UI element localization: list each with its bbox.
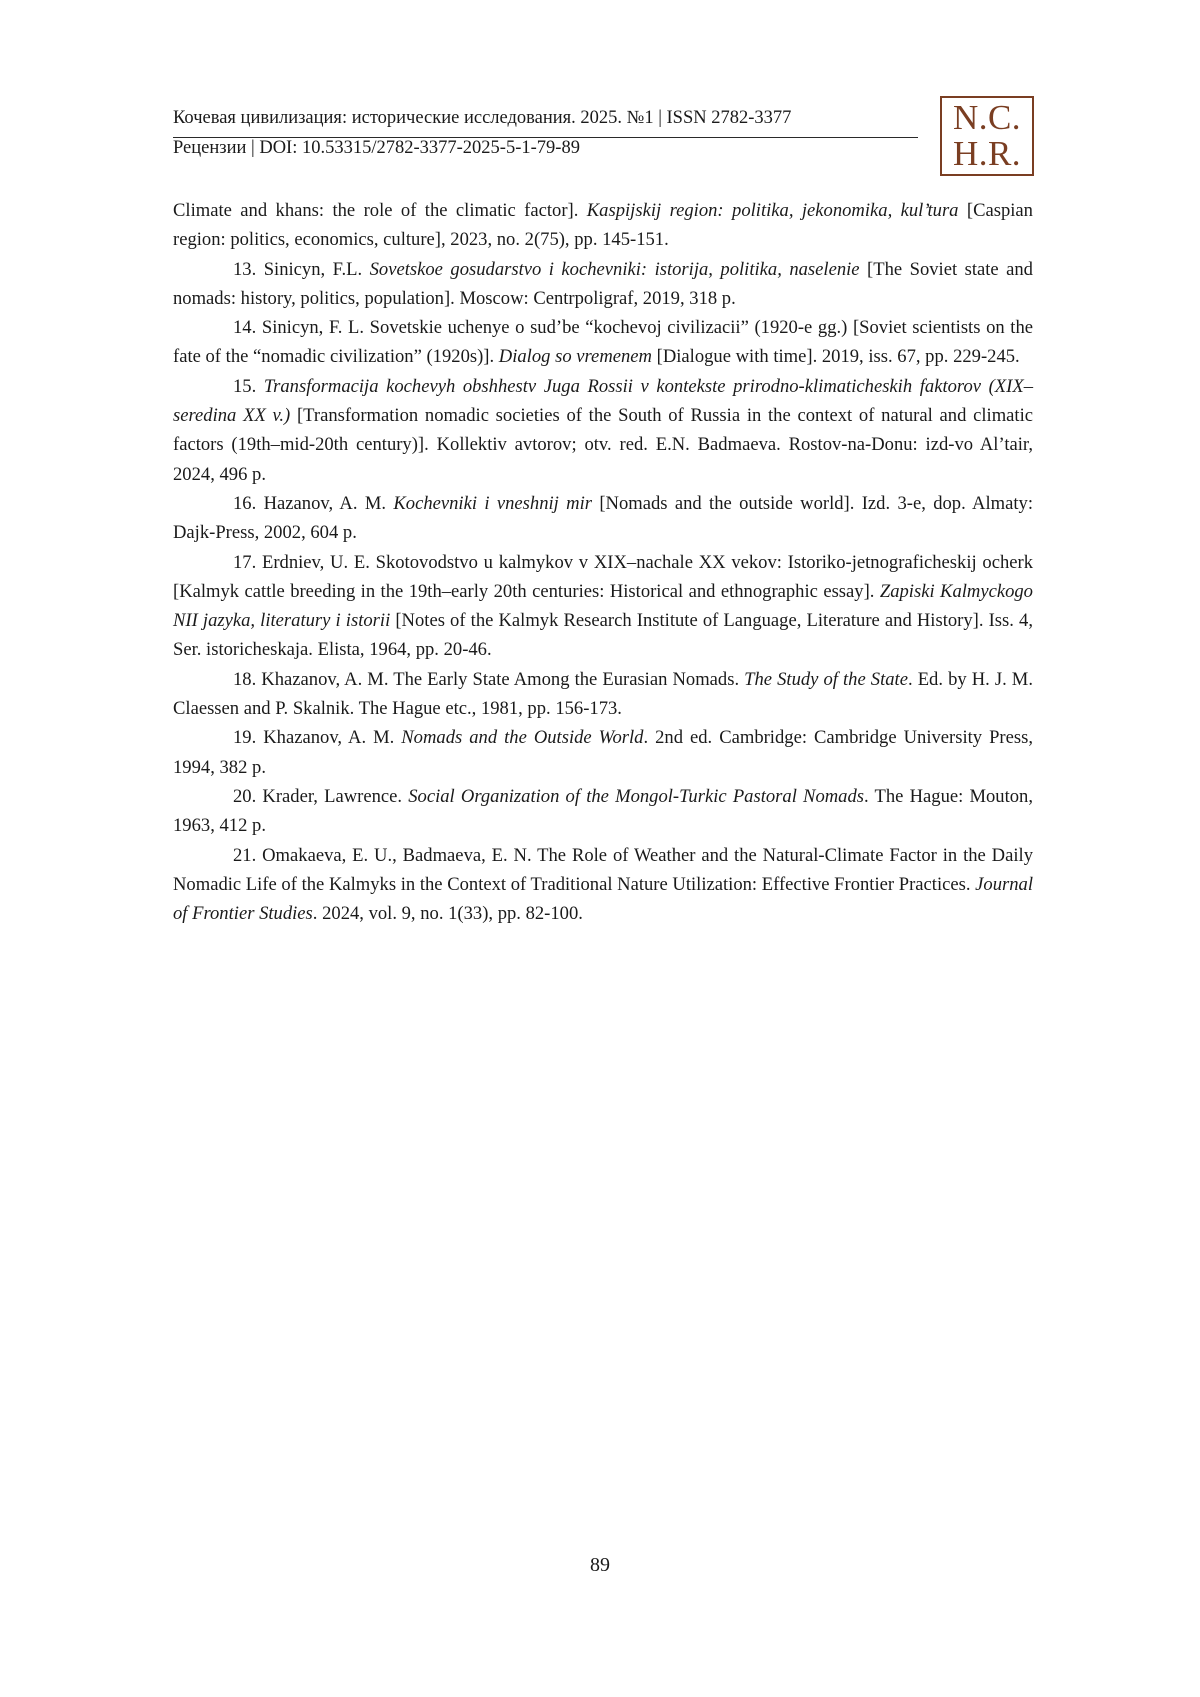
logo-line-1: N.C.: [952, 98, 1022, 137]
reference-item: 18. Khazanov, A. M. The Early State Among the Eurasian Nomads. The Study of the State. Ed. by H. J. M. Claessen and P. Skalnik. The Hague etc., 1981, pp. 156-173.: [173, 668, 1033, 720]
reference-item: 19. Khazanov, A. M. Nomads and the Outside World. 2nd ed. Cambridge: Cambridge University Press, 1994, 382 p.: [173, 727, 1033, 778]
journal-logo: [940, 96, 1034, 176]
reference-item: 14. Sinicyn, F. L. Sovetskie uchenye o sud’be “kochevoj civilizacii” (1920-e gg.) [Soviet scientists on the fate of the “nomadic civilization” (1920s)]. Dialog so vremenem [Dialogue with time]. 2019, iss. 67, pp. 229-245.: [173, 317, 1033, 368]
reference-list: [173, 196, 1033, 928]
reference-item: 13. Sinicyn, F.L. Sovetskoe gosudarstvo i kochevniki: istorija, politika, naselenie [The Soviet state and nomads: history, politics, population]. Moscow: Centrpoligraf, 2019, 318 p.: [173, 258, 1033, 309]
reference-item: 16. Hazanov, A. M. Kochevniki i vneshnij mir [Nomads and the outside world]. Izd. 3-e, dop. Almaty: Dajk-Press, 2002, 604 p.: [173, 492, 1033, 544]
journal-header: Кочевая цивилизация: исторические исследования. 2025. №1 | ISSN 2782-3377: [173, 108, 792, 128]
page-number: 89: [590, 1554, 610, 1576]
logo-line-2: H.R.: [952, 134, 1022, 173]
reference-item: 21. Omakaeva, E. U., Badmaeva, E. N. The Role of Weather and the Natural-Climate Factor in the Daily Nomadic Life of the Kalmyks in the Context of Traditional Nature Utilization: Effective Frontier Practices. Journal of Frontier Studies. 2024, vol. 9, no. 1(33), pp. 82-100.: [173, 844, 1033, 925]
reference-item: Climate and khans: the role of the climatic factor]. Kaspijskij region: politika, jekonomika, kul’tura [Caspian region: politics, economics, culture], 2023, no. 2(75), pp. 145-151.: [173, 200, 1033, 251]
section-doi-line: Рецензии | DOI: 10.53315/2782-3377-2025-5-1-79-89: [173, 138, 580, 158]
reference-item: 20. Krader, Lawrence. Social Organization of the Mongol-Turkic Pastoral Nomads. The Hague: Mouton, 1963, 412 p.: [173, 785, 1033, 837]
reference-item: 15. Transformacija kochevyh obshhestv Juga Rossii v kontekste prirodno-klimaticheskih faktorov (XIX–seredina XX v.) [Transformation nomadic societies of the South of Russia in the context of natural and climatic factors (19th–mid-20th century)]. Kollektiv avtorov; otv. red. E.N. Badmaeva. Rostov-na-Donu: izd-vo Al’tair, 2024, 496 p.: [173, 375, 1033, 485]
reference-item: 17. Erdniev, U. E. Skotovodstvo u kalmykov v XIX–nachale XX vekov: Istoriko-jetnograficheskij ocherk [Kalmyk cattle breeding in the 19th–early 20th centuries: Historical and ethnographic essay]. Zapiski Kalmyckogo NII jazyka, literatury i istorii [Notes of the Kalmyk Research Institute of Language, Literature and History]. Iss. 4, Ser. istoricheskaja. Elista, 1964, pp. 20-46.: [173, 551, 1033, 661]
